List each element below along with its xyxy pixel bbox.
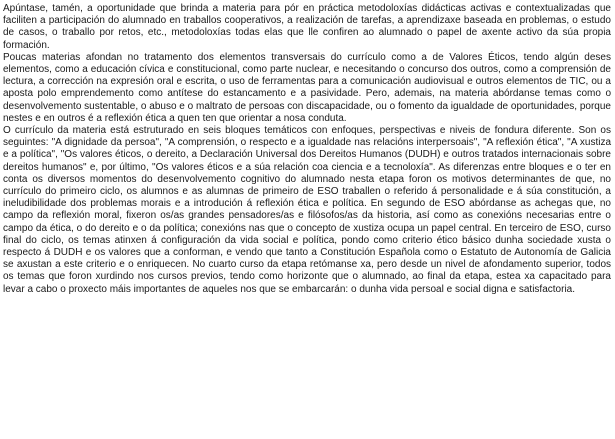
document-body	[3, 3, 611, 296]
paragraph-curriculum-structure: O currículo da materia está estruturado en seis bloques temáticos con enfoques, perspectivas e niveis de fondura diferente. Son os seguintes: "A dignidade da persoa", "A comprensión, o respecto e a igualdade nas relacións interpersoais", "A reflexión ética", "A xustiza e a política", "Os valores éticos, o dereito, a Declaración Universal dos Dereitos Humanos (DUDH) e outros tratados internacionais sobre dereitos humanos" e, por último, "Os valores éticos e a súa relación coa ciencia e a tecnoloxía". As diferenzas entre bloques e o ter en conta os diversos momentos do desenvolvemento cognitivo do alumnado nesta etapa foron os motivos determinantes de que, no currículo do primeiro ciclo, os alumnos e as alumnas de primeiro de ESO traballen o referido á personalidade e á súa constitución, a ineludibilidade dos problemas morais e a introdución á reflexión ética e política. En segundo de ESO abórdanse as achegas que, no campo da reflexión moral, fixeron os/as grandes pensadores/as e filósofos/as da historia, así como as conexións necesarias entre o campo da ética, o do dereito e o da política; conexións nas que o concepto de xustiza ocupa un papel central. En terceiro de ESO, curso final do ciclo, os temas atinxen á configuración da vida social e política, pondo como criterio ético básico dunha sociedade xusta o respecto á DUDH e os valores que a conforman, e vendo que tanto a Constitución Española como o Estatuto de Autonomía de Galicia se axustan a este criterio e o enriquecen. No cuarto curso da etapa retómanse xa, pero desde un nivel de afondamento superior, todos os temas que foron xurdindo nos cursos previos, tendo como horizonte que o alumnado, ao final da etapa, estea xa capacitado para levar a cabo o proxecto máis importantes de aqueles nos que se embarcarán: o dunha vida persoal e social digna e satisfactoria.	[3, 125, 611, 295]
paragraph-methodology: Apúntase, tamén, a oportunidade que brinda a materia para pór en práctica metodoloxías didácticas activas e contextualizadas que faciliten a participación do alumnado en traballos cooperativos, a realización de tarefas, a aprendizaxe baseada en problemas, o estudo de casos, o traballo por retos, etc., metodoloxías todas elas que lle confiren ao alumnado o papel de axente activo da súa propia formación.	[3, 3, 611, 51]
paragraph-transversal-elements: Poucas materias afondan no tratamento dos elementos transversais do currículo como a de Valores Éticos, tendo algún deses elementos, como a educación cívica e constitucional, como parte nuclear, e necesitando o concurso dos outros, como a comprensión de lectura, a corrección na expresión oral e escrita, o uso de ferramentas para a comunicación audiovisual e outros elementos de TIC, ou a aposta polo emprendemento como antítese do estancamento e a pasividade. Pero, ademais, na materia abórdanse temas como o desenvolvemento sustentable, o abuso e o maltrato de persoas con discapacidade, ou o fomento da igualdade de oportunidades, porque nestes e en outros é a reflexión ética a quen ten que orientar a nosa conduta.	[3, 51, 611, 124]
